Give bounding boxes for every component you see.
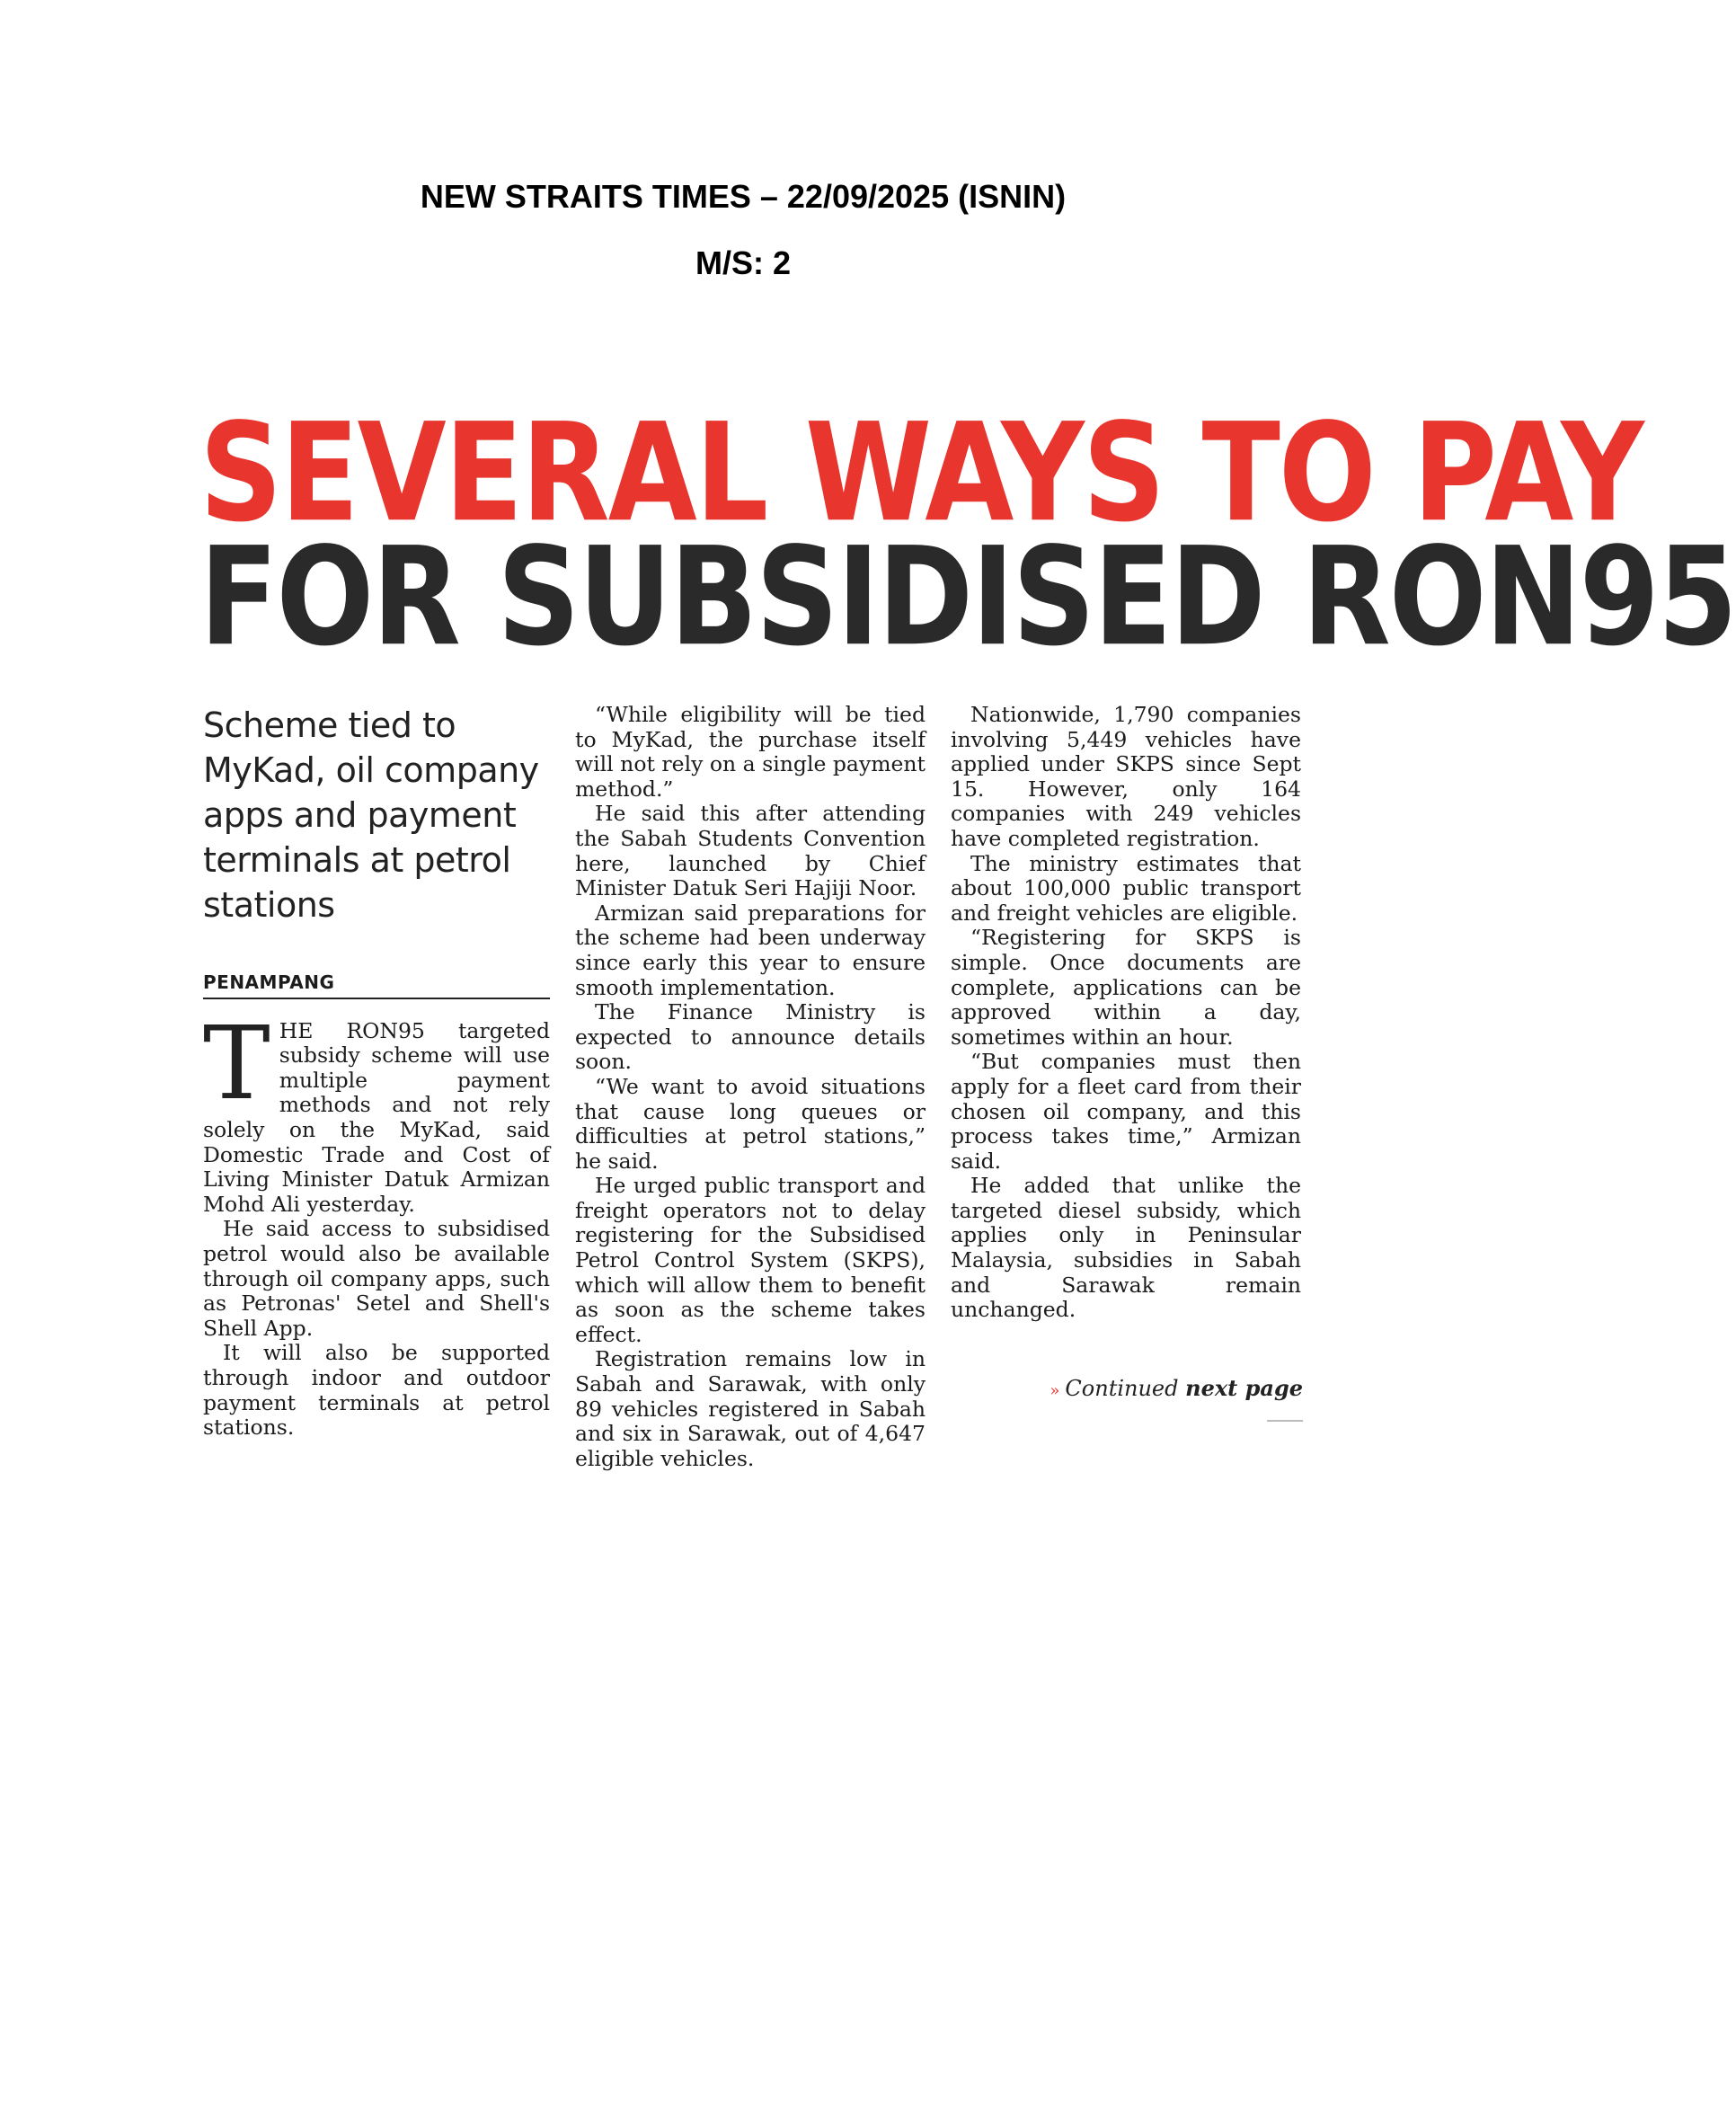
article-paragraph: THE RON95 targeted subsidy scheme will use multiple payment methods and not rely solely on the MyKad, said Domestic Trade and Cost of Living Minister Datuk Armizan Mohd Ali yesterday. xyxy=(203,1005,550,1217)
continued-next-page xyxy=(1042,1375,1303,1401)
continued-arrow-icon: » xyxy=(1050,1381,1060,1400)
article-paragraph: Nationwide, 1,790 companies involving 5,449 vehicles have applied under SKPS since Sept 15. However, only 164 companies with 249 vehicles have completed registration. xyxy=(951,702,1301,851)
dateline: PENAMPANG xyxy=(203,971,550,999)
article-column-2 xyxy=(575,703,926,1471)
article-paragraph: He said access to subsidised petrol would also be available through oil company apps, such as Petronas' Setel and Shell's Shell App. xyxy=(203,1216,550,1341)
article-deck: Scheme tied to MyKad, oil company apps and payment terminals at petrol stations xyxy=(203,705,539,925)
article-paragraph: It will also be supported through indoor and outdoor payment terminals at petrol stations. xyxy=(203,1340,550,1441)
publication-line: NEW STRAITS TIMES – 22/09/2025 (ISNIN) xyxy=(420,178,1067,215)
article-paragraph: Registration remains low in Sabah and Sarawak, with only 89 vehicles registered in Sabah and six in Sarawak, out of 4,647 eligible vehicles. xyxy=(575,1346,926,1471)
article-paragraph: The ministry estimates that about 100,000 public transport and freight vehicles are eligible. xyxy=(951,850,1301,926)
article-column-3 xyxy=(951,703,1301,1323)
drop-cap: T xyxy=(203,1005,270,1122)
bottom-rule xyxy=(1267,1420,1303,1422)
article-paragraph: He said this after attending the Sabah Students Convention here, launched by Chief Minister Datuk Seri Hajiji Noor. xyxy=(575,801,926,901)
continued-next-page-label: next page xyxy=(1185,1375,1303,1401)
continued-label: Continued xyxy=(1065,1376,1179,1401)
article-paragraph: “We want to avoid situations that cause long queues or difficulties at petrol stations,” he said. xyxy=(575,1073,926,1174)
article-paragraph: “While eligibility will be tied to MyKad, the purchase itself will not rely on a single payment method.” xyxy=(575,702,926,802)
headline-line-2: FOR SUBSIDISED RON95 xyxy=(199,519,1736,677)
article-paragraph: “But companies must then apply for a fleet card from their chosen oil company, and this process takes time,” Armizan said. xyxy=(951,1049,1301,1174)
article-paragraph: He added that unlike the targeted diesel subsidy, which applies only in Peninsular Malaysia, subsidies in Sabah and Sarawak remain unchanged. xyxy=(951,1173,1301,1323)
article-paragraph: “Registering for SKPS is simple. Once documents are complete, applications can be approved within a day, sometimes within an hour. xyxy=(951,925,1301,1050)
page-number-line: M/S: 2 xyxy=(695,244,791,281)
article-paragraph: He urged public transport and freight operators not to delay registering for the Subsidised Petrol Control System (SKPS), which will allow them to benefit as soon as the scheme takes effect. xyxy=(575,1173,926,1347)
article-paragraph: Armizan said preparations for the scheme had been underway since early this year to ensure smooth implementation. xyxy=(575,900,926,1000)
article-column-1 xyxy=(203,703,550,1441)
headline-line-1: SEVERAL WAYS TO PAY xyxy=(199,395,1643,553)
article-paragraph: The Finance Ministry is expected to announce details soon. xyxy=(575,999,926,1075)
